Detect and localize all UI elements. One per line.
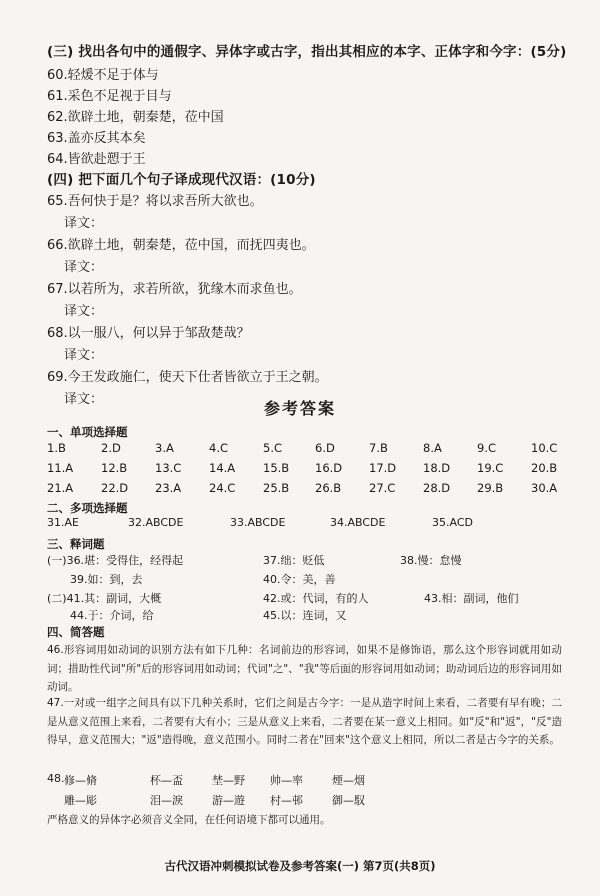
translation-label: 译文： xyxy=(64,392,104,407)
jianda-header: 四、简答题 xyxy=(47,625,105,639)
multi-answer: 32.ABCDE xyxy=(128,516,184,529)
part3-item-60: 60.轻煖不足于体与 xyxy=(47,68,159,83)
answer-cell: 4.C xyxy=(209,441,229,455)
translation-label: 译文： xyxy=(64,216,104,231)
shici-item: 40.令：美，善 xyxy=(263,573,336,586)
variant-pair: 泪—淚 xyxy=(150,794,183,807)
answer-48-label: 48. xyxy=(47,772,65,785)
shici-item: 39.如：到，去 xyxy=(70,573,143,586)
single-choice-row xyxy=(47,461,567,481)
part3-item-62: 62.欲辟土地，朝秦楚，莅中国 xyxy=(47,110,224,125)
part4-item-67: 67.以若所为，求若所欲，犹缘木而求鱼也。 xyxy=(47,282,302,297)
shici-item: 43.相：副词，他们 xyxy=(424,592,519,605)
single-choice-header: 一、单项选择题 xyxy=(47,425,128,439)
answer-cell: 26.B xyxy=(315,481,342,495)
multi-answer: 33.ABCDE xyxy=(230,516,286,529)
answer-cell: 16.D xyxy=(315,461,343,475)
answer-cell: 21.A xyxy=(47,481,74,495)
answer-cell: 9.C xyxy=(477,441,497,455)
answer-cell: 28.D xyxy=(423,481,451,495)
variant-pair: 煙—烟 xyxy=(332,774,365,787)
part3-item-63: 63.盖亦反其本矣 xyxy=(47,131,146,146)
variant-pair: 修—脩 xyxy=(64,774,97,787)
answer-cell: 27.C xyxy=(369,481,396,495)
answer-46: 46.形容词用如动词的识别方法有如下几种：名词前边的形容词，如果不是修饰语，那么这个形容词就用如动词；措助性代词"所"后的形容词用如动词；代词"之"、"我"等后面的形容词用如动词；助动词后边的形容词用如动词。 xyxy=(47,644,562,693)
translation-label: 译文： xyxy=(64,304,104,319)
answer-cell: 2.D xyxy=(101,441,121,455)
answers-title: 参考答案 xyxy=(263,399,336,418)
shici-item: 42.或：代词，有的人 xyxy=(263,592,369,605)
part4-item-66: 66.欲辟土地，朝秦楚，莅中国，而抚四夷也。 xyxy=(47,238,315,253)
shici-item: (二)41.其：副词，大概 xyxy=(47,592,162,605)
single-choice-grid xyxy=(47,441,567,501)
multi-answer: 34.ABCDE xyxy=(330,516,386,529)
shici-item: 38.慢：怠慢 xyxy=(400,554,462,567)
answer-cell: 14.A xyxy=(209,461,236,475)
shici-item: 37.绌：贬低 xyxy=(263,554,325,567)
answer-cell: 10.C xyxy=(531,441,558,455)
variant-pair: 杯—盃 xyxy=(150,774,183,787)
answer-cell: 1.B xyxy=(47,441,66,455)
part4-item-65: 65.吾何快于是？将以求吾所大欲也。 xyxy=(47,194,263,209)
answer-cell: 22.D xyxy=(101,481,129,495)
answer-cell: 17.D xyxy=(369,461,397,475)
variant-pair: 埜—野 xyxy=(212,774,245,787)
answer-cell: 30.A xyxy=(531,481,558,495)
variant-pair: 雕—彫 xyxy=(64,794,97,807)
variant-pair: 村—邨 xyxy=(270,794,303,807)
answer-cell: 6.D xyxy=(315,441,335,455)
single-choice-row xyxy=(47,441,567,461)
part4-item-68: 68.以一服八，何以异于邹敌楚哉？ xyxy=(47,326,250,341)
answer-cell: 8.A xyxy=(423,441,442,455)
answer-cell: 5.C xyxy=(263,441,283,455)
part4-item-69: 69.今王发政施仁，使天下仕者皆欲立于王之朝。 xyxy=(47,370,328,385)
answer-cell: 29.B xyxy=(477,481,504,495)
shici-item: (一)36.堪：受得住，经得起 xyxy=(47,554,184,567)
answer-cell: 20.B xyxy=(531,461,558,475)
multi-answer: 31.AE xyxy=(47,516,79,529)
part3-item-64: 64.皆欲赴愬于王 xyxy=(47,152,146,167)
answer-cell: 12.B xyxy=(101,461,128,475)
part4-header: (四) 把下面几个句子译成现代汉语：(10分) xyxy=(47,172,316,188)
variant-pair: 御—馭 xyxy=(332,794,365,807)
part3-item-61: 61.采色不足视于目与 xyxy=(47,89,172,104)
translation-label: 译文： xyxy=(64,260,104,275)
answer-cell: 24.C xyxy=(209,481,236,495)
answer-cell: 19.C xyxy=(477,461,504,475)
multi-choice-header: 二、多项选择题 xyxy=(47,501,128,515)
answer-cell: 11.A xyxy=(47,461,74,475)
answer-47: 47.一对或一组字之间具有以下几种关系时，它们之间是古今字：一是从造字时间上来看，二者要有早有晚；二是从意义范围上来看，二者要有大有小；三是从意义上来看，二者要在某一意义上相同。如"反"和"返"，"反"造得早，意义范围大；"返"造得晚，意义范围小。同时二者在"回来"这个意义上相同，所以二者是古今字的关系。 xyxy=(47,697,562,746)
page-footer: 古代汉语冲刺模拟试卷及参考答案(一) 第7页(共8页) xyxy=(164,859,436,873)
part3-header: (三) 找出各句中的通假字、异体字或古字，指出其相应的本字、正体字和今字：(5分) xyxy=(47,44,567,60)
answer-cell: 18.D xyxy=(423,461,451,475)
shici-item: 45.以：连词，又 xyxy=(263,609,347,622)
answer-cell: 25.B xyxy=(263,481,290,495)
answer-cell: 13.C xyxy=(155,461,182,475)
answer-cell: 23.A xyxy=(155,481,182,495)
answer-cell: 3.A xyxy=(155,441,174,455)
variant-pair: 游—遊 xyxy=(212,794,245,807)
single-choice-row xyxy=(47,481,567,501)
variant-pair: 帅—率 xyxy=(270,774,303,787)
shici-item: 44.于：介词，给 xyxy=(70,609,154,622)
translation-label: 译文： xyxy=(64,348,104,363)
answer-cell: 15.B xyxy=(263,461,290,475)
shici-header: 三、释词题 xyxy=(47,537,105,551)
multi-answer: 35.ACD xyxy=(432,516,473,529)
answer-cell: 7.B xyxy=(369,441,388,455)
variant-note: 严格意义的异体字必须音义全同，在任何语境下都可以通用。 xyxy=(47,814,331,826)
